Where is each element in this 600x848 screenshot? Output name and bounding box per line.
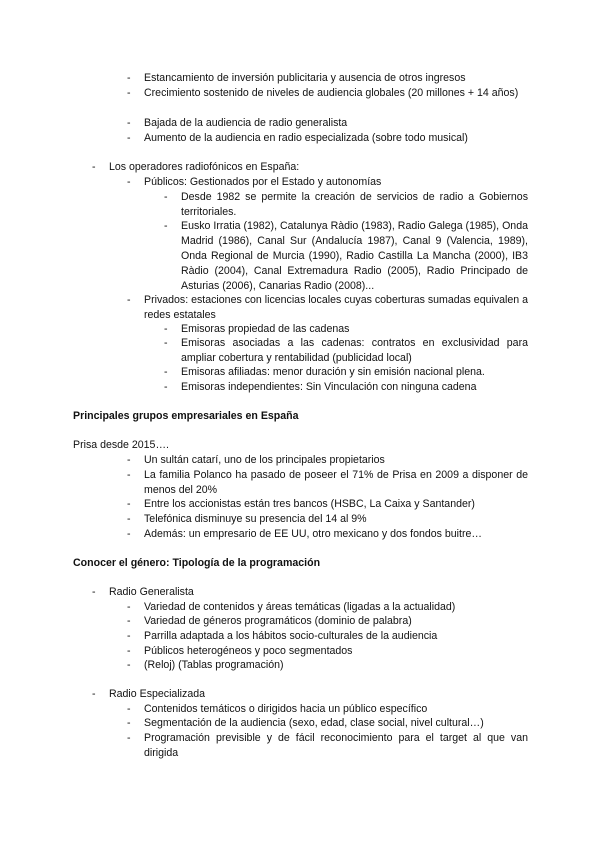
dash-bullet: - <box>164 191 168 203</box>
list-item-text: Eusko Irratia (1982), Catalunya Ràdio (1983), Radio Galega (1985), Onda Madrid (1986), Canal Sur (Andalucía 1987), Canal 9 (Valencia, 1989), Onda Regional de Murcia (1990), Radio Castilla La Mancha (2000), IB3 Ràdio (2004), Canal Extremadura Radio (2005), Radio Principado de Asturias (2006), Canarias Radio (2008)... <box>181 220 528 292</box>
list-item-text: (Reloj) (Tablas programación) <box>144 659 284 671</box>
dash-bullet: - <box>127 732 131 744</box>
paragraph: Prisa desde 2015…. <box>73 439 169 451</box>
dash-bullet: - <box>127 615 131 627</box>
list-item <box>164 365 528 380</box>
list-item-text: Emisoras independientes: Sin Vinculación con ninguna cadena <box>181 381 477 393</box>
list-item-text: Desde 1982 se permite la creación de servicios de radio a Gobiernos territoriales. <box>181 191 528 218</box>
dash-bullet: - <box>127 498 131 510</box>
list-item-text: Además: un empresario de EE UU, otro mexicano y dos fondos buitre… <box>144 528 482 540</box>
dash-bullet: - <box>127 117 131 129</box>
list-item-generalista <box>92 585 528 600</box>
dash-bullet: - <box>127 703 131 715</box>
dash-bullet: - <box>164 337 168 349</box>
list-item-text: Estancamiento de inversión publicitaria y ausencia de otros ingresos <box>144 72 466 84</box>
dash-bullet: - <box>127 528 131 540</box>
list-item-publicos <box>127 175 528 190</box>
dash-bullet: - <box>127 659 131 671</box>
section-heading: Conocer el género: Tipología de la programación <box>73 557 321 569</box>
dash-bullet: - <box>127 601 131 613</box>
list-item <box>127 600 528 615</box>
list-item <box>164 190 528 220</box>
list-item-text: Crecimiento sostenido de niveles de audiencia globales (20 millones + 14 años) <box>144 87 519 99</box>
list-item-text: Segmentación de la audiencia (sexo, edad, clase social, nivel cultural…) <box>144 717 484 729</box>
list-item <box>127 629 528 644</box>
list-item-text: Radio Especializada <box>109 688 205 700</box>
dash-bullet: - <box>127 176 131 188</box>
list-item <box>164 219 528 294</box>
list-item <box>127 453 528 468</box>
list-item-text: Emisoras asociadas a las cadenas: contratos en exclusividad para ampliar cobertura y rentabilidad (publicidad local) <box>181 337 528 364</box>
list-item-text: Radio Generalista <box>109 586 194 598</box>
list-item-text: Un sultán catarí, uno de los principales propietarios <box>144 454 385 466</box>
list-item <box>164 322 528 337</box>
list-item-text: Públicos heterogéneos y poco segmentados <box>144 645 353 657</box>
list-item <box>127 716 528 731</box>
dash-bullet: - <box>127 630 131 642</box>
list-item-text: Públicos: Gestionados por el Estado y autonomías <box>144 176 382 188</box>
list-item-text: Entre los accionistas están tres bancos (HSBC, La Caixa y Santander) <box>144 498 475 510</box>
section-heading: Principales grupos empresariales en España <box>73 410 299 422</box>
dash-bullet: - <box>127 454 131 466</box>
list-item <box>127 497 528 512</box>
list-item-especializada <box>92 687 528 702</box>
dash-bullet: - <box>127 294 131 306</box>
dash-bullet: - <box>164 323 168 335</box>
list-item <box>127 702 528 717</box>
list-item-privados <box>127 293 528 323</box>
list-item-text: Variedad de géneros programáticos (dominio de palabra) <box>144 615 412 627</box>
list-item <box>127 512 528 527</box>
list-item-text: Aumento de la audiencia en radio especializada (sobre todo musical) <box>144 132 468 144</box>
list-item-operadores <box>92 160 528 175</box>
dash-bullet: - <box>127 717 131 729</box>
list-item <box>127 468 528 498</box>
dash-bullet: - <box>127 469 131 481</box>
list-item-text: Programación previsible y de fácil reconocimiento para el target al que van dirigida <box>144 732 528 759</box>
dash-bullet: - <box>127 513 131 525</box>
dash-bullet: - <box>164 220 168 232</box>
list-item <box>127 527 528 542</box>
dash-bullet: - <box>164 381 168 393</box>
list-item-text: La familia Polanco ha pasado de poseer el 71% de Prisa en 2009 a disponer de menos del 20% <box>144 469 528 496</box>
dash-bullet: - <box>92 586 96 598</box>
dash-bullet: - <box>92 688 96 700</box>
list-item <box>164 336 528 366</box>
list-item-text: Bajada de la audiencia de radio generalista <box>144 117 348 129</box>
list-item <box>127 658 528 673</box>
dash-bullet: - <box>92 161 96 173</box>
list-item-text: Privados: estaciones con licencias locales cuyas coberturas sumadas equivalen a redes estatales <box>144 294 528 321</box>
list-item <box>127 614 528 629</box>
list-item-text: Telefónica disminuye su presencia del 14 al 9% <box>144 513 367 525</box>
dash-bullet: - <box>127 645 131 657</box>
list-item <box>127 116 528 131</box>
list-item <box>127 86 528 101</box>
list-item-text: Los operadores radiofónicos en España: <box>109 161 300 173</box>
list-item <box>164 380 528 395</box>
list-item <box>127 644 528 659</box>
list-item-text: Variedad de contenidos y áreas temáticas (ligadas a la actualidad) <box>144 601 456 613</box>
list-item-text: Contenidos temáticos o dirigidos hacia un público específico <box>144 703 428 715</box>
list-item-text: Parrilla adaptada a los hábitos socio-culturales de la audiencia <box>144 630 438 642</box>
list-item <box>127 71 528 86</box>
dash-bullet: - <box>127 132 131 144</box>
dash-bullet: - <box>127 72 131 84</box>
list-item <box>127 731 528 761</box>
list-item <box>127 131 528 146</box>
list-item-text: Emisoras afiliadas: menor duración y sin emisión nacional plena. <box>181 366 485 378</box>
dash-bullet: - <box>127 87 131 99</box>
dash-bullet: - <box>164 366 168 378</box>
list-item-text: Emisoras propiedad de las cadenas <box>181 323 350 335</box>
